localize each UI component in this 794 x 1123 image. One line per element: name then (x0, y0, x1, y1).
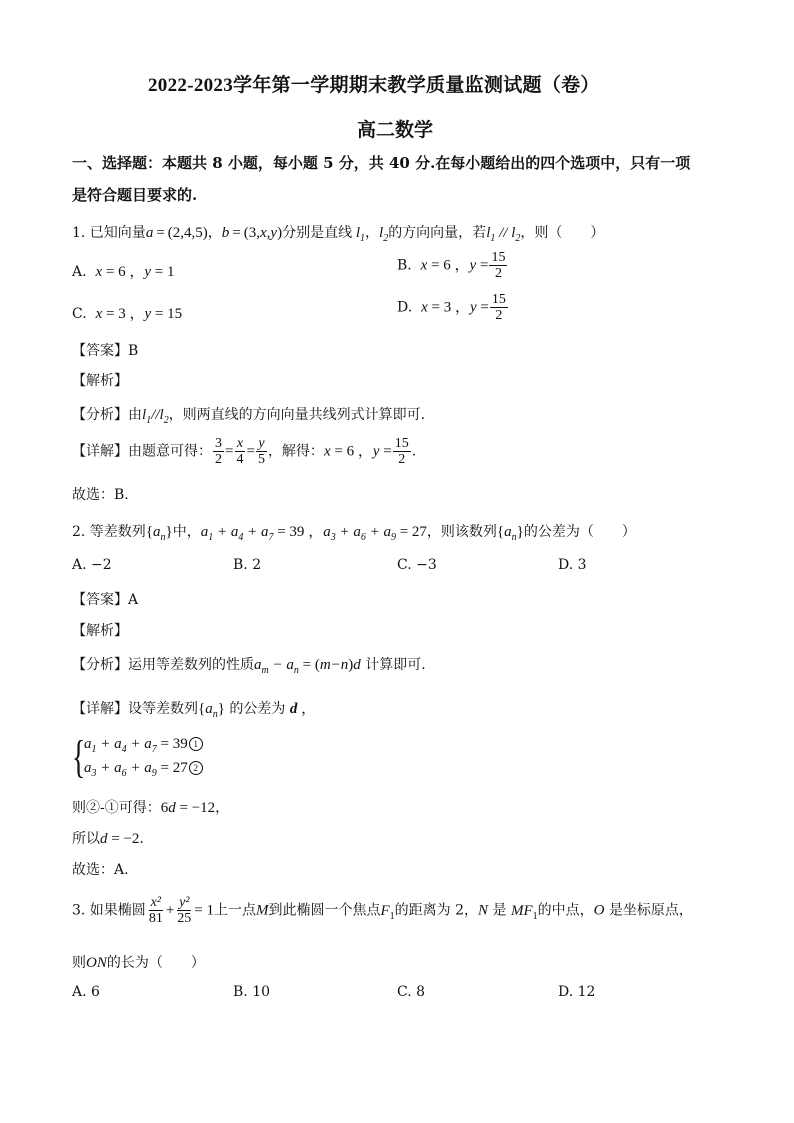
q2-detail-text: 设等差数列 (128, 701, 198, 717)
q3-eq-one: = 1 (194, 902, 214, 919)
q3-stem-a: 上一点 (214, 902, 256, 919)
q3-stem-line2 (72, 952, 205, 972)
q1-analysis-tag: 【解析】 (72, 373, 128, 389)
q2-system-row-1: $a_1 + a_4 + a_7 = 39$ 1 (84, 736, 203, 755)
q3-stem-line1 (72, 895, 693, 926)
q2-fenxi-end: 计算即可. (365, 657, 426, 673)
q1-dir: 的方向向量，若 (388, 225, 487, 241)
q2-seq-2: $\{a_n\}$ (496, 524, 524, 543)
q1-option-b-fraction: $\frac{15}{2}$ (491, 250, 506, 281)
q2-stem-mid: 中， (172, 524, 201, 540)
q1-detail-pre: 由题意可得： (128, 443, 212, 460)
q1-detail-end: . (411, 443, 417, 460)
q1-prefix: 1. 已知向量 (72, 225, 146, 241)
q3-stem-c: 的距离为 2， (394, 902, 479, 919)
q1-line-l1: $l_1$ (352, 225, 366, 244)
q3-focus-f1: $F_1$ (380, 902, 395, 922)
q2-stem-end: ，则该数列 (426, 524, 497, 540)
q3-option-a: A. 6 (72, 984, 100, 1000)
q2-option-c: C. −3 (397, 557, 437, 573)
q3-frac-x2-81: $\frac{\text{x²}}{81}$ (148, 895, 163, 926)
q1-option-c-label: C. (72, 306, 87, 322)
q3-point-n: N (478, 902, 489, 919)
q1-option-d: D. x = 3 ，y = $\frac{15}{2}$ (397, 292, 506, 323)
q1-stem: 1. 已知向量a = (2,4,5)，b = (3,x,y)分别是直线 $l_1$，$l_2$的方向向量，若$l_1 // l_2$，则（ ） (72, 225, 605, 244)
q2-eq1: $a_1 + a_4 + a_7 = 39$ (200, 524, 305, 543)
q1-option-a: A. x = 6 ，y = 1 (72, 264, 175, 280)
q1-vector-b: b = (3,x,y) (221, 225, 283, 241)
q1-fenxi-text: ，则两直线的方向向量共线列式计算即可. (168, 407, 426, 423)
q1-line-l2: $l_2$ (379, 225, 389, 244)
q1-option-b: B. x = 6 ，y = $\frac{15}{2}$ (397, 250, 506, 281)
q1-detail-mid: ，解得： (267, 443, 324, 460)
q2-answer: 【答案】A (72, 592, 139, 608)
q2-option-d: D. 3 (558, 557, 587, 573)
q3-prefix: 3. 如果椭圆 (72, 902, 146, 919)
q1-option-d-fraction: $\frac{15}{2}$ (491, 292, 506, 323)
q2-step1-pre: 则②-①可得： (72, 800, 161, 816)
q2-step1 (72, 797, 229, 817)
q3-point-o: O (593, 902, 605, 919)
q2-step1-end: ， (215, 800, 230, 816)
q3-segment-mf1: $MF_1$ (510, 902, 538, 922)
q2-detail: 【详解】设等差数列$\{a_n\}$ 的公差为 d ， (72, 701, 317, 720)
q2-system-row-2: $a_3 + a_6 + a_9 = 27$ 2 (84, 760, 203, 779)
q1-option-a-expr: x (95, 264, 103, 280)
q1-frac-15-2: $\frac{15}{2}$ (394, 436, 409, 467)
section-heading-line2: 是符合题目要求的. (72, 186, 198, 204)
q2-fenxi-tag: 【分析】 (72, 657, 128, 673)
q1-detail-tag: 【详解】 (72, 443, 128, 460)
q3-line2-pre: 则 (72, 955, 86, 971)
q3-line2-end: 的长为（ ） (106, 955, 205, 971)
q2-seq: $\{a_n\}$ (145, 524, 173, 543)
q2-fenxi-formula: $a_m - a_n = (m-n)d$ (254, 657, 361, 676)
q2-detail-seq: $\{a_n\}$ (198, 701, 225, 720)
q1-option-a-label: A. (72, 264, 87, 280)
q3-stem-e: 的中点， (537, 902, 594, 919)
exam-subtitle: 高二数学 (357, 119, 434, 141)
exam-title: 2022-2023学年第一学期期末教学质量监测试题（卷） (148, 75, 600, 96)
q2-fenxi-pre: 运用等差数列的性质 (128, 657, 254, 673)
q2-fenxi (72, 654, 426, 676)
q1-fenxi-pre: 由 (128, 407, 142, 423)
q1-option-b-label: B. (397, 257, 412, 274)
q3-option-d: D. 12 (558, 984, 596, 1000)
q1-option-c: C. x = 3 ，y = 15 (72, 306, 183, 322)
q3-option-b: B. 10 (233, 984, 271, 1000)
q2-step2-eq: d = −2 (100, 831, 140, 847)
q2-eq2: $a_3 + a_6 + a_9 = 27$ (323, 524, 427, 543)
q3-plus: + (165, 902, 175, 919)
circled-2-icon: 2 (189, 761, 203, 775)
q2-step1-eq: 6d = −12 (160, 800, 216, 816)
q2-step2-pre: 所以 (72, 831, 100, 847)
q1-vector-a: a = (2,4,5) (145, 225, 208, 241)
q1-frac-x-4: $\frac{x}{4}$ (236, 436, 244, 467)
q1-fenxi (72, 404, 425, 426)
q2-prefix: 2. 等差数列 (72, 524, 146, 540)
q3-point-m: M (256, 902, 269, 919)
q1-parallel: $l_1 // l_2$ (486, 225, 521, 244)
q2-stem-tail: 的公差为（ ） (523, 524, 636, 540)
q3-option-c: C. 8 (397, 984, 426, 1000)
q2-option-a: A. −2 (72, 557, 112, 573)
q2-conclusion: 故选：A. (72, 862, 129, 878)
q1-frac-y-5: $\frac{y}{5}$ (257, 436, 265, 467)
q1-end: ，则（ ） (520, 225, 605, 241)
section-heading-line1: 一、选择题：本题共 8 小题，每小题 5 分，共 40 分.在每小题给出的四个选项中，只有一项 (72, 154, 691, 172)
q3-frac-y2-25: $\frac{\text{y²}}{25}$ (177, 895, 192, 926)
q1-answer: 【答案】B (72, 343, 139, 359)
circled-1-icon: 1 (189, 737, 203, 751)
q1-fenxi-parallel: $l_1//l_2$ (142, 407, 169, 426)
q3-segment-on: ON (86, 955, 107, 971)
left-brace-icon: { (72, 731, 86, 782)
q1-fenxi-tag: 【分析】 (72, 407, 128, 423)
q2-detail-d: d (289, 701, 298, 717)
q1-conclusion: 故选：B. (72, 487, 129, 503)
q2-analysis-tag: 【解析】 (72, 623, 128, 639)
q1-mid: 分别是直线 (282, 225, 353, 241)
q3-stem-b: 到此椭圆一个焦点 (268, 902, 381, 919)
q3-stem-f: 是坐标原点， (608, 902, 693, 919)
q2-detail-end: 的公差为 (229, 701, 286, 717)
q2-step2-end: . (139, 831, 144, 847)
q1-detail: 【详解】由题意可得： $\frac{3}{2}$ = $\frac{x}{4}$ = $\frac{y}{5}$ ，解得：x = 6 ，y = $\frac{15}{2}$ . (72, 436, 417, 467)
q2-option-b: B. 2 (233, 557, 262, 573)
q1-frac-3-2: $\frac{3}{2}$ (215, 436, 222, 467)
q2-stem: 2. 等差数列$\{a_n\}$中，$a_1 + a_4 + a_7 = 39$ ，$a_3 + a_6 + a_9 = 27$，则该数列$\{a_n\}$的公差为（ ） (72, 524, 636, 543)
q2-step2 (72, 828, 144, 848)
q1-option-d-label: D. (397, 299, 413, 316)
q2-detail-tag: 【详解】 (72, 701, 128, 717)
q3-stem-d: 是 (492, 902, 507, 919)
q1-sep: ， (207, 225, 222, 241)
